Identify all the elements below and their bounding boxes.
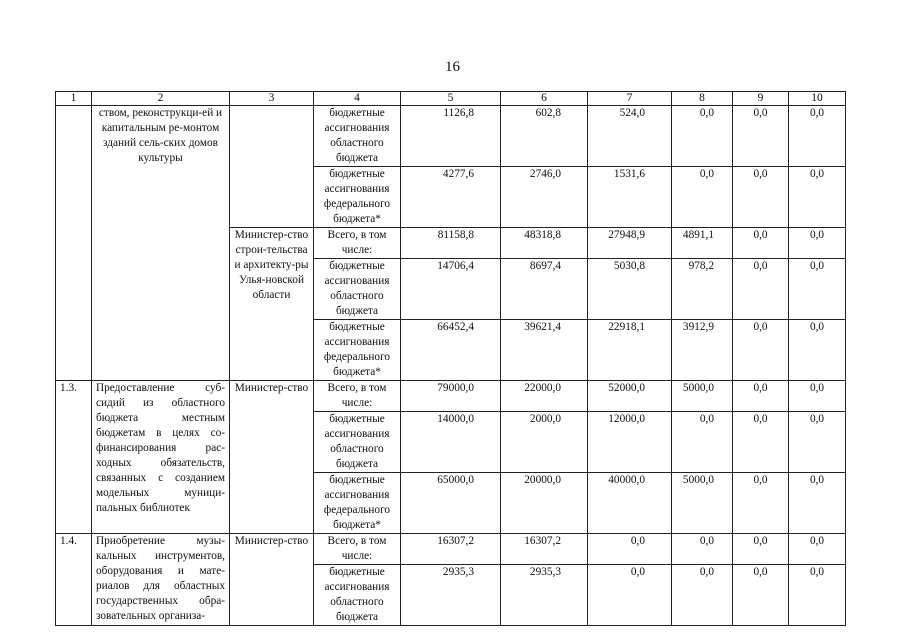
value-cell: 66452,4: [401, 320, 501, 381]
funding-source-cell: бюджетные ассигнования областного бюджета: [314, 565, 401, 626]
funding-source-cell: бюджетные ассигнования федерального бюджета*: [314, 473, 401, 534]
item-description-cell: Приобретение музы-кальных инструментов, оборудования и мате-риалов для областных государственных обра-зовательных организа-: [92, 534, 230, 626]
value-cell: 0,0: [672, 565, 733, 626]
table-row: [56, 106, 846, 167]
value-cell: 52000,0: [588, 381, 672, 412]
header-cell: 7: [588, 92, 672, 106]
value-cell: 0,0: [789, 534, 846, 565]
value-cell: 22918,1: [588, 320, 672, 381]
value-cell: 40000,0: [588, 473, 672, 534]
value-cell: 0,0: [733, 167, 789, 228]
value-cell: 2000,0: [501, 412, 588, 473]
header-cell: 4: [314, 92, 401, 106]
funding-source-cell: бюджетные ассигнования федерального бюджета*: [314, 167, 401, 228]
value-cell: 0,0: [733, 228, 789, 259]
value-cell: 2935,3: [501, 565, 588, 626]
value-cell: 1126,8: [401, 106, 501, 167]
item-number-cell: 1.3.: [56, 381, 92, 534]
value-cell: 48318,8: [501, 228, 588, 259]
item-number-cell: [56, 106, 92, 381]
value-cell: 0,0: [672, 534, 733, 565]
item-description-cell: ством, реконструкци-ей и капитальным ре-монтом зданий сель-ских домов культуры: [92, 106, 230, 381]
value-cell: 978,2: [672, 259, 733, 320]
value-cell: 39621,4: [501, 320, 588, 381]
value-cell: 0,0: [789, 167, 846, 228]
value-cell: 5000,0: [672, 381, 733, 412]
funding-source-cell: Всего, в том числе:: [314, 381, 401, 412]
item-number-cell: 1.4.: [56, 534, 92, 626]
value-cell: 0,0: [588, 565, 672, 626]
header-cell: 8: [672, 92, 733, 106]
value-cell: 14000,0: [401, 412, 501, 473]
value-cell: 12000,0: [588, 412, 672, 473]
item-description-cell: Предоставление суб-сидий из областного бюджета местным бюджетам в целях со-финансирования рас-ходных обязательств, связанных с созданием модельных муници-пальных библиотек: [92, 381, 230, 534]
value-cell: 0,0: [789, 412, 846, 473]
value-cell: 0,0: [789, 381, 846, 412]
value-cell: 0,0: [672, 106, 733, 167]
header-cell: 10: [789, 92, 846, 106]
value-cell: 0,0: [789, 228, 846, 259]
executor-cell: [230, 106, 314, 228]
header-cell: 1: [56, 92, 92, 106]
value-cell: 5000,0: [672, 473, 733, 534]
value-cell: 14706,4: [401, 259, 501, 320]
executor-cell: Министер-ство строи-тельства и архитекту-ры Улья-новской области: [230, 228, 314, 381]
value-cell: 0,0: [789, 106, 846, 167]
table-row: [56, 534, 846, 565]
value-cell: 0,0: [733, 534, 789, 565]
value-cell: 0,0: [672, 412, 733, 473]
value-cell: 8697,4: [501, 259, 588, 320]
value-cell: 0,0: [733, 565, 789, 626]
value-cell: 16307,2: [501, 534, 588, 565]
header-cell: 2: [92, 92, 230, 106]
funding-source-cell: бюджетные ассигнования областного бюджета: [314, 106, 401, 167]
value-cell: 0,0: [733, 473, 789, 534]
value-cell: 0,0: [789, 473, 846, 534]
value-cell: 0,0: [733, 106, 789, 167]
value-cell: 20000,0: [501, 473, 588, 534]
value-cell: 4891,1: [672, 228, 733, 259]
value-cell: 602,8: [501, 106, 588, 167]
value-cell: 0,0: [733, 412, 789, 473]
header-row: [56, 92, 846, 106]
value-cell: 0,0: [733, 259, 789, 320]
value-cell: 0,0: [733, 381, 789, 412]
value-cell: 0,0: [672, 167, 733, 228]
budget-table: [55, 91, 846, 626]
header-cell: 5: [401, 92, 501, 106]
value-cell: 22000,0: [501, 381, 588, 412]
value-cell: 5030,8: [588, 259, 672, 320]
value-cell: 0,0: [789, 320, 846, 381]
value-cell: 81158,8: [401, 228, 501, 259]
funding-source-cell: бюджетные ассигнования федерального бюджета*: [314, 320, 401, 381]
page-number: 16: [445, 59, 460, 75]
value-cell: 0,0: [789, 259, 846, 320]
value-cell: 79000,0: [401, 381, 501, 412]
value-cell: 27948,9: [588, 228, 672, 259]
value-cell: 2935,3: [401, 565, 501, 626]
header-cell: 3: [230, 92, 314, 106]
value-cell: 3912,9: [672, 320, 733, 381]
value-cell: 0,0: [733, 320, 789, 381]
value-cell: 2746,0: [501, 167, 588, 228]
funding-source-cell: бюджетные ассигнования областного бюджета: [314, 412, 401, 473]
header-cell: 9: [733, 92, 789, 106]
executor-cell: Министер-ство: [230, 381, 314, 534]
executor-cell: Министер-ство: [230, 534, 314, 626]
value-cell: 0,0: [789, 565, 846, 626]
header-cell: 6: [501, 92, 588, 106]
value-cell: 0,0: [588, 534, 672, 565]
value-cell: 16307,2: [401, 534, 501, 565]
value-cell: 4277,6: [401, 167, 501, 228]
funding-source-cell: Всего, в том числе:: [314, 228, 401, 259]
funding-source-cell: Всего, в том числе:: [314, 534, 401, 565]
table-row: [56, 381, 846, 412]
funding-source-cell: бюджетные ассигнования областного бюджета: [314, 259, 401, 320]
value-cell: 1531,6: [588, 167, 672, 228]
value-cell: 524,0: [588, 106, 672, 167]
value-cell: 65000,0: [401, 473, 501, 534]
